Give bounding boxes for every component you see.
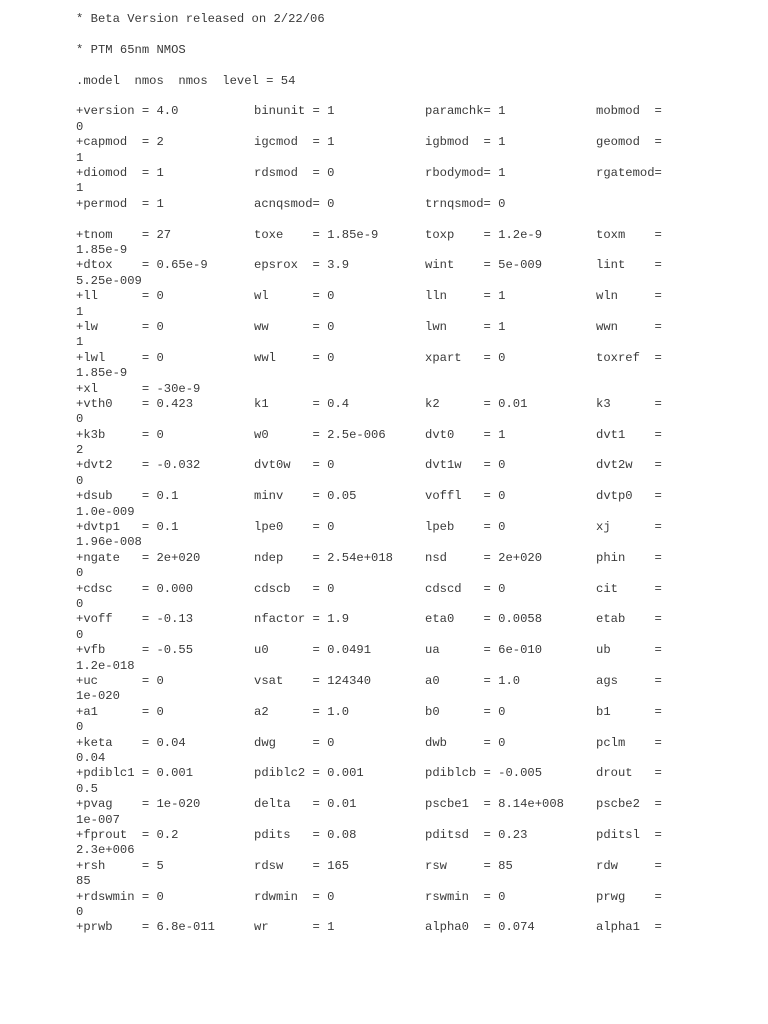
parameter-cell: toxp = 1.2e-9 bbox=[425, 227, 543, 242]
parameter-cell: +dvtp1 = 0.1 bbox=[76, 520, 179, 535]
parameter-cell: dvt1 = bbox=[596, 427, 662, 442]
parameter-cell: rgatemod= bbox=[596, 165, 662, 180]
parameter-row bbox=[76, 489, 716, 520]
parameter-groups bbox=[76, 104, 716, 935]
parameter-cell: +cdsc = 0.000 bbox=[76, 581, 194, 596]
parameter-cell: ua = 6e-010 bbox=[425, 643, 543, 658]
parameter-row bbox=[76, 320, 716, 351]
parameter-cell: k2 = 0.01 bbox=[425, 396, 528, 411]
parameter-wrapped-value: 1.2e-018 bbox=[76, 658, 135, 673]
parameter-cell: +xl = -30e-9 bbox=[76, 381, 201, 396]
parameter-cell: +dsub = 0.1 bbox=[76, 489, 179, 504]
parameter-cell: lwn = 1 bbox=[425, 319, 506, 334]
parameter-cell: +fprout = 0.2 bbox=[76, 828, 179, 843]
parameter-row bbox=[76, 859, 716, 890]
parameter-cell: wwl = 0 bbox=[254, 350, 335, 365]
parameter-cell: +prwb = 6.8e-011 bbox=[76, 920, 215, 935]
parameter-row bbox=[76, 351, 716, 382]
parameter-cell: alpha0 = 0.074 bbox=[425, 920, 535, 935]
parameter-cell: prwg = bbox=[596, 889, 662, 904]
parameter-row bbox=[76, 135, 716, 166]
parameter-cell: +capmod = 2 bbox=[76, 135, 164, 150]
model-declaration: .model nmos nmos level = 54 bbox=[76, 73, 296, 88]
parameter-cell: a0 = 1.0 bbox=[425, 674, 521, 689]
parameter-cell: mobmod = bbox=[596, 104, 662, 119]
parameter-cell: drout = bbox=[596, 766, 662, 781]
parameter-row bbox=[76, 736, 716, 767]
parameter-cell: ndep = 2.54e+018 bbox=[254, 550, 393, 565]
parameter-cell: dwb = 0 bbox=[425, 735, 506, 750]
parameter-cell: +vfb = -0.55 bbox=[76, 643, 194, 658]
parameter-cell: pscbe1 = 8.14e+008 bbox=[425, 797, 564, 812]
parameter-cell: acnqsmod= 0 bbox=[254, 196, 335, 211]
parameter-row bbox=[76, 258, 716, 289]
parameter-cell: +a1 = 0 bbox=[76, 704, 164, 719]
parameter-cell: +lw = 0 bbox=[76, 319, 164, 334]
parameter-cell: trnqsmod= 0 bbox=[425, 196, 506, 211]
parameter-wrapped-value: 2.3e+006 bbox=[76, 843, 135, 858]
parameter-cell: paramchk= 1 bbox=[425, 104, 506, 119]
parameter-row bbox=[76, 828, 716, 859]
parameter-cell: ww = 0 bbox=[254, 319, 335, 334]
parameter-cell: +ngate = 2e+020 bbox=[76, 550, 201, 565]
parameter-row bbox=[76, 428, 716, 459]
parameter-wrapped-value: 0.04 bbox=[76, 751, 106, 766]
parameter-cell: toxm = bbox=[596, 227, 662, 242]
parameter-row bbox=[76, 643, 716, 674]
parameter-row bbox=[76, 520, 716, 551]
parameter-cell: dvtp0 = bbox=[596, 489, 662, 504]
parameter-cell: dwg = 0 bbox=[254, 735, 335, 750]
parameter-row bbox=[76, 705, 716, 736]
parameter-cell: pdiblc2 = 0.001 bbox=[254, 766, 364, 781]
parameter-row bbox=[76, 766, 716, 797]
parameter-cell: pditsd = 0.23 bbox=[425, 828, 528, 843]
parameter-cell: dvt0w = 0 bbox=[254, 458, 335, 473]
parameter-cell: toxe = 1.85e-9 bbox=[254, 227, 379, 242]
parameter-cell: nsd = 2e+020 bbox=[425, 550, 543, 565]
parameter-wrapped-value: 1 bbox=[76, 335, 84, 350]
parameter-row bbox=[76, 228, 716, 259]
parameter-cell: rdw = bbox=[596, 858, 662, 873]
parameter-row bbox=[76, 920, 716, 935]
parameter-wrapped-value: 1.0e-009 bbox=[76, 504, 135, 519]
parameter-cell: +lwl = 0 bbox=[76, 350, 164, 365]
parameter-cell: rsw = 85 bbox=[425, 858, 513, 873]
parameter-cell: +rdswmin = 0 bbox=[76, 889, 164, 904]
parameter-cell: pclm = bbox=[596, 735, 662, 750]
parameter-cell: delta = 0.01 bbox=[254, 797, 357, 812]
parameter-cell: +dtox = 0.65e-9 bbox=[76, 258, 208, 273]
parameter-cell: +pvag = 1e-020 bbox=[76, 797, 201, 812]
parameter-wrapped-value: 0 bbox=[76, 627, 84, 642]
parameter-row bbox=[76, 458, 716, 489]
parameter-cell: b0 = 0 bbox=[425, 704, 506, 719]
parameter-wrapped-value: 2 bbox=[76, 443, 84, 458]
parameter-row bbox=[76, 551, 716, 582]
parameter-cell: k1 = 0.4 bbox=[254, 396, 350, 411]
parameter-cell: rswmin = 0 bbox=[425, 889, 506, 904]
parameter-cell: pdits = 0.08 bbox=[254, 828, 357, 843]
parameter-cell: dvt2w = bbox=[596, 458, 662, 473]
parameter-cell: +version = 4.0 bbox=[76, 104, 179, 119]
parameter-row bbox=[76, 289, 716, 320]
parameter-cell: rbodymod= 1 bbox=[425, 165, 506, 180]
parameter-wrapped-value: 0 bbox=[76, 720, 84, 735]
parameter-cell: u0 = 0.0491 bbox=[254, 643, 372, 658]
parameter-group bbox=[76, 228, 716, 397]
parameter-row bbox=[76, 166, 716, 197]
parameter-wrapped-value: 0 bbox=[76, 597, 84, 612]
parameter-cell: igbmod = 1 bbox=[425, 135, 506, 150]
parameter-group bbox=[76, 397, 716, 936]
parameter-cell: cdscd = 0 bbox=[425, 581, 506, 596]
parameter-wrapped-value: 1.96e-008 bbox=[76, 535, 142, 550]
comment-version: * Beta Version released on 2/22/06 bbox=[76, 12, 325, 26]
parameter-cell: +ll = 0 bbox=[76, 289, 164, 304]
parameter-wrapped-value: 0 bbox=[76, 566, 84, 581]
parameter-wrapped-value: 0 bbox=[76, 412, 84, 427]
parameter-row bbox=[76, 890, 716, 921]
parameter-row bbox=[76, 582, 716, 613]
parameter-wrapped-value: 0 bbox=[76, 473, 84, 488]
parameter-cell: geomod = bbox=[596, 135, 662, 150]
parameter-wrapped-value: 1e-007 bbox=[76, 812, 120, 827]
parameter-cell: a2 = 1.0 bbox=[254, 704, 350, 719]
parameter-wrapped-value: 1.85e-9 bbox=[76, 242, 128, 257]
parameter-cell: +diomod = 1 bbox=[76, 165, 164, 180]
parameter-wrapped-value: 1 bbox=[76, 181, 84, 196]
comment-ptm: * PTM 65nm NMOS bbox=[76, 42, 186, 57]
parameter-cell: epsrox = 3.9 bbox=[254, 258, 350, 273]
parameter-cell: cit = bbox=[596, 581, 662, 596]
parameter-cell: +keta = 0.04 bbox=[76, 735, 186, 750]
parameter-cell: nfactor = 1.9 bbox=[254, 612, 350, 627]
parameter-cell: ub = bbox=[596, 643, 662, 658]
parameter-wrapped-value: 1 bbox=[76, 304, 84, 319]
parameter-cell: pdiblcb = -0.005 bbox=[425, 766, 543, 781]
parameter-cell: pscbe2 = bbox=[596, 797, 662, 812]
parameter-group bbox=[76, 104, 716, 212]
parameter-cell: b1 = bbox=[596, 704, 662, 719]
parameter-cell: lpeb = 0 bbox=[425, 520, 506, 535]
parameter-cell: +dvt2 = -0.032 bbox=[76, 458, 201, 473]
parameter-wrapped-value: 5.25e-009 bbox=[76, 273, 142, 288]
parameter-cell: +k3b = 0 bbox=[76, 427, 164, 442]
parameter-cell: cdscb = 0 bbox=[254, 581, 335, 596]
parameter-wrapped-value: 85 bbox=[76, 874, 91, 889]
parameter-wrapped-value: 0 bbox=[76, 119, 84, 134]
parameter-cell: wwn = bbox=[596, 319, 662, 334]
parameter-cell: rdsw = 165 bbox=[254, 858, 350, 873]
parameter-cell: xj = bbox=[596, 520, 662, 535]
parameter-cell: +permod = 1 bbox=[76, 196, 164, 211]
parameter-wrapped-value: 0.5 bbox=[76, 781, 98, 796]
parameter-cell: lpe0 = 0 bbox=[254, 520, 335, 535]
parameter-cell: wr = 1 bbox=[254, 920, 335, 935]
parameter-wrapped-value: 1e-020 bbox=[76, 689, 120, 704]
parameter-cell: rdsmod = 0 bbox=[254, 165, 335, 180]
parameter-cell: rdwmin = 0 bbox=[254, 889, 335, 904]
parameter-cell: minv = 0.05 bbox=[254, 489, 357, 504]
parameter-wrapped-value: 1 bbox=[76, 150, 84, 165]
parameter-cell: igcmod = 1 bbox=[254, 135, 335, 150]
parameter-cell: pditsl = bbox=[596, 828, 662, 843]
parameter-cell: k3 = bbox=[596, 396, 662, 411]
parameter-cell: vsat = 124340 bbox=[254, 674, 372, 689]
parameter-cell: lint = bbox=[596, 258, 662, 273]
parameter-row bbox=[76, 382, 716, 397]
parameter-row bbox=[76, 104, 716, 135]
parameter-cell: voffl = 0 bbox=[425, 489, 506, 504]
parameter-cell: phin = bbox=[596, 550, 662, 565]
parameter-cell: ags = bbox=[596, 674, 662, 689]
parameter-cell: toxref = bbox=[596, 350, 662, 365]
parameter-cell: wln = bbox=[596, 289, 662, 304]
parameter-cell: etab = bbox=[596, 612, 662, 627]
parameter-cell: eta0 = 0.0058 bbox=[425, 612, 543, 627]
parameter-wrapped-value: 1.85e-9 bbox=[76, 366, 128, 381]
parameter-cell: xpart = 0 bbox=[425, 350, 506, 365]
parameter-cell: +voff = -0.13 bbox=[76, 612, 194, 627]
parameter-row bbox=[76, 197, 716, 212]
parameter-row bbox=[76, 397, 716, 428]
parameter-wrapped-value: 0 bbox=[76, 905, 84, 920]
parameter-cell: lln = 1 bbox=[425, 289, 506, 304]
parameter-cell: +rsh = 5 bbox=[76, 858, 164, 873]
parameter-row bbox=[76, 612, 716, 643]
parameter-cell: wint = 5e-009 bbox=[425, 258, 543, 273]
parameter-cell: binunit = 1 bbox=[254, 104, 335, 119]
parameter-cell: +uc = 0 bbox=[76, 674, 164, 689]
parameter-cell: alpha1 = bbox=[596, 920, 662, 935]
parameter-cell: wl = 0 bbox=[254, 289, 335, 304]
parameter-cell: +pdiblc1 = 0.001 bbox=[76, 766, 194, 781]
parameter-cell: +vth0 = 0.423 bbox=[76, 396, 194, 411]
parameter-row bbox=[76, 797, 716, 828]
parameter-row bbox=[76, 674, 716, 705]
parameter-cell: w0 = 2.5e-006 bbox=[254, 427, 386, 442]
spice-model-document bbox=[76, 12, 716, 951]
parameter-cell: +tnom = 27 bbox=[76, 227, 172, 242]
parameter-cell: dvt0 = 1 bbox=[425, 427, 506, 442]
parameter-cell: dvt1w = 0 bbox=[425, 458, 506, 473]
